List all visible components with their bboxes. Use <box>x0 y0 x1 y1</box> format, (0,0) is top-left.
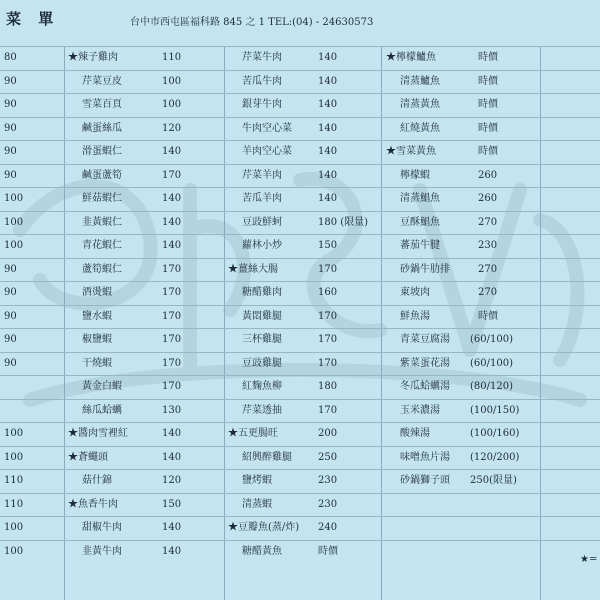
table-row <box>0 187 600 210</box>
dish-price: 250 <box>318 451 338 463</box>
dish-price: 170 <box>162 310 182 322</box>
price-cell: 90 <box>4 263 17 275</box>
dish-name: ★醬肉雪裡紅 <box>68 428 128 439</box>
dish-price: 140 <box>318 146 338 157</box>
dish-price: 160 <box>318 287 338 298</box>
dish-price: 140 <box>162 545 182 557</box>
dish-name: 鮮菇蝦仁 <box>82 193 122 204</box>
dish-price: (80/120) <box>470 381 513 392</box>
dish-name: 鹽烤蝦 <box>242 475 272 486</box>
dish-name: 芹菜牛肉 <box>242 52 282 63</box>
dish-price: 170 <box>162 357 182 369</box>
table-row <box>0 258 600 281</box>
dish-name: 豆酥鯧魚 <box>400 216 440 228</box>
price-cell: 100 <box>4 451 24 463</box>
dish-name: 糖醋黃魚 <box>242 545 282 557</box>
dish-name: ★雪菜黃魚 <box>386 146 436 157</box>
dish-name: 玉米濃湯 <box>400 404 440 416</box>
table-row <box>0 234 600 257</box>
dish-name: ★檸檬鱸魚 <box>386 52 436 63</box>
table-row <box>0 540 600 563</box>
dish-name: 黃悶雞腿 <box>242 310 282 322</box>
dish-name: 蘿林小炒 <box>242 240 282 251</box>
dish-price: 170 <box>318 404 338 416</box>
price-cell: 100 <box>4 193 24 204</box>
dish-name: 雪菜百頁 <box>82 99 122 110</box>
table-row <box>0 46 600 69</box>
table-row <box>0 93 600 116</box>
dish-price: 270 <box>478 287 498 298</box>
dish-price: 150 <box>162 498 182 510</box>
dish-name: ★豆瓣魚(蒸/炸) <box>228 522 300 533</box>
dish-name: 韭黃蝦仁 <box>82 216 122 228</box>
dish-name: 牛肉空心菜 <box>242 122 292 134</box>
dish-price: 時價 <box>478 310 498 322</box>
dish-name: 酒燙蝦 <box>82 287 112 298</box>
dish-price: (100/160) <box>470 428 520 439</box>
table-row <box>0 375 600 398</box>
dish-name: 鹹蛋蘆筍 <box>82 169 122 181</box>
price-cell: 90 <box>4 357 17 369</box>
dish-price: 時價 <box>478 146 498 157</box>
price-cell: 100 <box>4 216 24 228</box>
price-cell: 90 <box>4 99 17 110</box>
table-row <box>0 328 600 351</box>
dish-price: 170 <box>162 169 182 181</box>
dish-name: 清蒸黃魚 <box>400 99 440 110</box>
dish-name: 鹹蛋絲瓜 <box>82 122 122 134</box>
dish-name: 韭黃牛肉 <box>82 545 122 557</box>
dish-price: 時價 <box>478 99 498 110</box>
dish-price: (100/150) <box>470 404 520 416</box>
dish-price: (120/200) <box>470 451 520 463</box>
dish-name: 紅麴魚柳 <box>242 381 282 392</box>
table-row <box>0 446 600 469</box>
dish-price: 270 <box>478 216 498 228</box>
price-cell: 100 <box>4 240 24 251</box>
dish-name: 芹菜羊肉 <box>242 169 282 181</box>
dish-price: 230 <box>478 240 498 251</box>
price-cell: 90 <box>4 334 17 345</box>
table-row <box>0 493 600 516</box>
dish-name: 清蒸蝦 <box>242 498 272 510</box>
dish-price: 140 <box>318 193 338 204</box>
menu-title: 菜 單 <box>6 10 60 28</box>
dish-name: 青花蝦仁 <box>82 240 122 251</box>
dish-price: 170 <box>318 310 338 322</box>
dish-name: 絲瓜蛤蠣 <box>82 404 122 416</box>
dish-price: 170 <box>318 357 338 369</box>
dish-name: 東坡肉 <box>400 287 430 298</box>
dish-price: 時價 <box>478 75 498 87</box>
dish-name: 蘆筍蝦仁 <box>82 263 122 275</box>
price-cell: 100 <box>4 428 24 439</box>
restaurant-address: 台中市西屯區福科路 845 之 1 TEL:(04) - 24630573 <box>130 17 374 28</box>
dish-name: ★辣子雞肉 <box>68 52 118 63</box>
dish-name: 三杯雞腿 <box>242 334 282 345</box>
price-cell: 110 <box>4 498 24 510</box>
dish-name: 砂鍋牛肋排 <box>400 263 450 275</box>
table-row <box>0 211 600 234</box>
dish-price: 170 <box>162 287 182 298</box>
dish-name: 苦瓜羊肉 <box>242 193 282 204</box>
dish-price: 200 <box>318 428 338 439</box>
dish-name: 苦瓜牛肉 <box>242 75 282 87</box>
dish-price: 150 <box>318 240 338 251</box>
dish-price: 時價 <box>478 122 498 134</box>
dish-name: 清蒸鱸魚 <box>400 75 440 87</box>
dish-price: 110 <box>162 52 182 63</box>
dish-name: 蕃茄牛腱 <box>400 240 440 251</box>
dish-name: 鮮魚湯 <box>400 310 430 322</box>
table-row <box>0 281 600 304</box>
dish-name: 紫菜蛋花湯 <box>400 357 450 369</box>
table-row <box>0 164 600 187</box>
dish-name: 檸檬蝦 <box>400 169 430 181</box>
dish-price: 100 <box>162 75 182 87</box>
table-row <box>0 352 600 375</box>
dish-price: 180 <box>318 381 338 392</box>
table-row <box>0 422 600 445</box>
dish-name: 鹽水蝦 <box>82 310 112 322</box>
price-cell: 90 <box>4 122 17 134</box>
table-row <box>0 399 600 422</box>
price-cell: 100 <box>4 545 24 557</box>
dish-name: 銀芽牛肉 <box>242 99 282 110</box>
dish-name: 清蒸鯧魚 <box>400 193 440 204</box>
dish-name: ★薑絲大腸 <box>228 263 278 275</box>
table-row <box>0 117 600 140</box>
table-row <box>0 516 600 539</box>
dish-name: 砂鍋獅子頭 <box>400 475 450 486</box>
dish-name: 豆豉鮮蚵 <box>242 216 282 228</box>
dish-name: ★五更腸旺 <box>228 428 278 439</box>
dish-price: 260 <box>478 193 498 204</box>
dish-price: 140 <box>318 52 338 63</box>
dish-name: 菇什錦 <box>82 475 112 486</box>
dish-name: 干燒蝦 <box>82 357 112 369</box>
table-row <box>0 305 600 328</box>
dish-price: 140 <box>162 193 182 204</box>
menu-table <box>0 46 600 600</box>
dish-price: 時價 <box>318 545 338 557</box>
dish-price: 170 <box>318 263 338 275</box>
dish-price: (60/100) <box>470 357 513 369</box>
dish-price: 170 <box>162 334 182 345</box>
table-row <box>0 469 600 492</box>
price-cell: 90 <box>4 169 17 181</box>
dish-price: 170 <box>162 263 182 275</box>
dish-price: 140 <box>162 428 182 439</box>
menu-header <box>0 0 600 42</box>
dish-price: 140 <box>162 240 182 251</box>
dish-price: 120 <box>162 122 182 134</box>
price-cell: 90 <box>4 75 17 87</box>
dish-price: 140 <box>162 216 182 228</box>
dish-price: 140 <box>318 99 338 110</box>
dish-name: 甜椒牛肉 <box>82 522 122 533</box>
dish-name: 紅燒黃魚 <box>400 122 440 134</box>
dish-price: 120 <box>162 475 182 486</box>
dish-price: 130 <box>162 404 182 416</box>
dish-price: (60/100) <box>470 334 513 345</box>
dish-name: 豆豉雞腿 <box>242 357 282 369</box>
dish-price: 230 <box>318 498 338 510</box>
dish-name: 冬瓜蛤蠣湯 <box>400 381 450 392</box>
footer-star-mark: ★= <box>580 554 598 565</box>
dish-price: 140 <box>162 522 182 533</box>
dish-price: 140 <box>318 75 338 87</box>
dish-name: 滑蛋蝦仁 <box>82 146 122 157</box>
dish-name: 味噌魚片湯 <box>400 451 450 463</box>
dish-name: 青菜豆腐湯 <box>400 334 450 345</box>
dish-price: 250(限量) <box>470 475 517 486</box>
dish-price: 170 <box>162 381 182 392</box>
dish-price: 140 <box>318 122 338 134</box>
dish-price: 140 <box>162 451 182 463</box>
dish-price: 270 <box>478 263 498 275</box>
dish-price: 240 <box>318 522 338 533</box>
dish-name: ★魚香牛肉 <box>68 498 118 510</box>
table-row <box>0 140 600 163</box>
dish-name: 糖醋雞肉 <box>242 287 282 298</box>
dish-name: 芹菜透抽 <box>242 404 282 416</box>
dish-name: 酸辣湯 <box>400 428 430 439</box>
dish-name: 羊肉空心菜 <box>242 146 292 157</box>
dish-price: 時價 <box>478 52 498 63</box>
dish-price: 230 <box>318 475 338 486</box>
dish-price: 100 <box>162 99 182 110</box>
dish-price: 170 <box>318 334 338 345</box>
table-row <box>0 70 600 93</box>
price-cell: 100 <box>4 522 24 533</box>
dish-name: 紹興醉雞腿 <box>242 451 292 463</box>
dish-price: 140 <box>318 169 338 181</box>
price-cell: 110 <box>4 475 24 486</box>
dish-name: 椒鹽蝦 <box>82 334 112 345</box>
price-cell: 90 <box>4 287 17 298</box>
dish-price: 180 (限量) <box>318 216 369 228</box>
dish-name: 黃金白蝦 <box>82 381 122 392</box>
dish-name: ★蒼蠅頭 <box>68 451 108 463</box>
price-cell: 90 <box>4 310 17 322</box>
price-cell: 90 <box>4 146 17 157</box>
dish-name: 芹菜豆皮 <box>82 75 122 87</box>
dish-price: 140 <box>162 146 182 157</box>
dish-price: 260 <box>478 169 498 181</box>
price-cell: 80 <box>4 52 17 63</box>
